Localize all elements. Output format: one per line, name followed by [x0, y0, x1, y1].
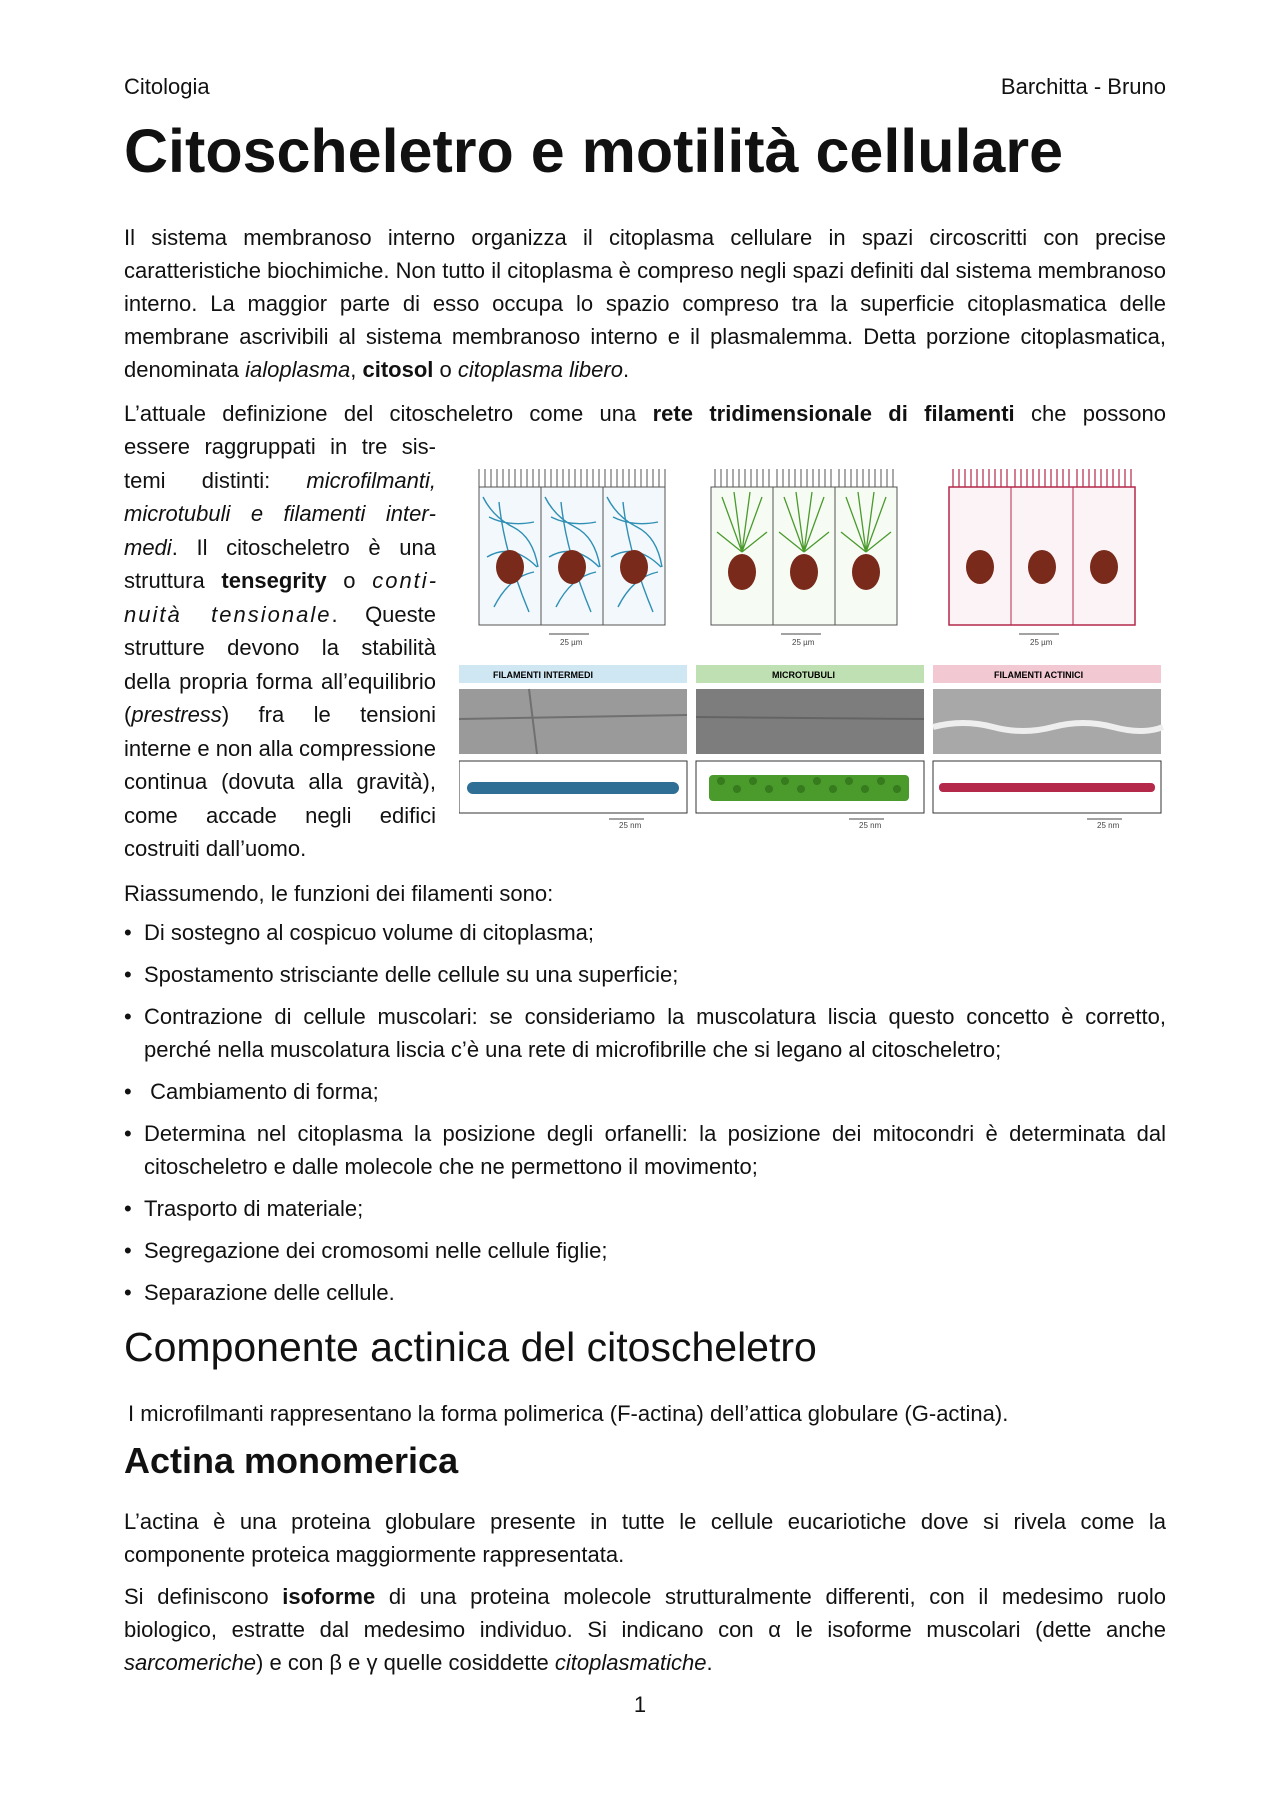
scale-label: 25 nm: [859, 821, 882, 830]
cytoskeleton-figure: [459, 457, 1166, 831]
subsection-heading: Actina monomerica: [124, 1440, 459, 1481]
term-citoplasmatiche: citoplasmatiche: [554, 1650, 707, 1675]
list-item: • Contrazione di cellule muscolari: se consideriamo la muscolatura liscia questo concetto è corretto, perché nella muscolatura liscia c’è una rete di microfibrille che si legano al citoscheletro;: [124, 1000, 1166, 1066]
definition-paragraph: [124, 397, 1166, 430]
tensegrity-paragraph: [124, 430, 436, 866]
term-isoforme: isoforme: [282, 1584, 376, 1609]
text: L’attuale definizione del citoscheletro come una: [124, 401, 653, 426]
term-ialoplasma: ialoplasma: [245, 357, 351, 382]
wrapped-text-column: [124, 430, 436, 866]
actin-paragraph: L’actina è una proteina globulare presente in tutte le cellule eucariotiche dove si rivela come la componente proteica maggiormente rappresentata.: [124, 1509, 1166, 1567]
list-item: • Segregazione dei cromosomi nelle cellule figlie;: [124, 1234, 1166, 1267]
header-authors: Barchitta - Bruno: [1000, 74, 1166, 99]
scale-label: 25 µm: [560, 638, 583, 647]
intro-paragraph: [124, 221, 1166, 386]
scale-label: 25 µm: [792, 638, 815, 647]
text: . Il citoscheletro è una struttura: [124, 534, 436, 593]
panel-actin-cells: [949, 469, 1135, 647]
text: o: [433, 357, 458, 382]
text: ) fra le tensioni interne e non alla compressione continua (dovuta alla gravità), come accade negli edifici costruiti dall’uomo.: [124, 702, 436, 861]
list-item: • Di sostegno al cospicuo volume di citoplasma;: [124, 916, 1166, 949]
text: ,: [350, 357, 363, 382]
cytoskeleton-illustration: [459, 457, 1166, 831]
text: . Queste strutture devono la stabilità della propria forma all’equilibrio (: [124, 601, 436, 727]
term-continuita: continuità tensionale: [124, 568, 437, 627]
text: di una proteina molecole strutturalmente differenti, con il medesimo ruolo biologico, estratte dal medesimo individuo. Si indicano con α le isoforme muscolari (dette anche: [124, 1584, 1167, 1642]
isoforms-paragraph: [124, 1580, 1166, 1679]
text: o: [326, 568, 373, 593]
actin-intro: I microfilmanti rappresentano la forma polimerica (F-actina) dell’attica globulare (G-actina).: [128, 1401, 1009, 1426]
text: che possono: [1014, 401, 1166, 426]
model-intermediate-filament: [467, 782, 679, 794]
scale-label: 25 nm: [619, 821, 642, 830]
list-item: • Cambiamento di forma;: [124, 1075, 1166, 1108]
text: Il sistema membranoso interno organizza il citoplasma cellulare in spazi circoscritti con precise caratteristiche biochimiche. Non tutto il citoplasma è compreso negli spazi definiti dal sistema membranoso interno. La maggior parte di esso occupa lo spazio compreso tra la superficie citoplasmatica delle membrane ascrivibili al sistema membranoso interno e il plasmalemma. Detta porzione citoplasmatica, denominata: [124, 225, 1166, 382]
page-number: 1: [633, 1692, 647, 1717]
list-item: • Separazione delle cellule.: [124, 1276, 1166, 1309]
term-sarcomeriche: sarcomeriche: [124, 1650, 257, 1675]
section-heading: Componente actinica del citoscheletro: [124, 1324, 817, 1370]
text: Si definiscono: [124, 1584, 283, 1609]
band-label-intermediate: FILAMENTI INTERMEDI: [493, 670, 593, 680]
text: .: [622, 357, 630, 382]
scale-label: 25 µm: [1030, 638, 1053, 647]
model-actin-filament: [939, 783, 1155, 792]
micrograph-intermediate: [459, 689, 687, 754]
text: ) e con β e γ quelle cosiddette: [256, 1650, 555, 1675]
band-label-microtubules: MICROTUBULI: [772, 670, 835, 680]
panel-intermediate-cells: [479, 469, 665, 647]
list-item: • Determina nel citoplasma la posizione degli orfanelli: la posizione dei mitocondri è determinata dal citoscheletro e dalle molecole che ne permettono il movimento;: [124, 1117, 1166, 1183]
summary-line: Riassumendo, le funzioni dei filamenti sono:: [124, 881, 554, 906]
functions-list: [124, 916, 1166, 1318]
term-citoplasma-libero: citoplasma libero: [457, 357, 623, 382]
term-citosol: citosol: [362, 357, 434, 382]
text: .: [706, 1650, 713, 1675]
text: essere raggruppati in tre sistemi distinti:: [124, 434, 436, 493]
page-title: Citoscheletro e motilità cellulare: [124, 117, 1064, 185]
panel-microtubule-cells: [711, 469, 897, 647]
scale-label: 25 nm: [1097, 821, 1120, 830]
term-rete: rete tridimensionale di filamenti: [652, 401, 1015, 426]
term-systems: microfilmanti, microtubuli e filamenti intermedi: [124, 467, 436, 560]
list-item: • Trasporto di materiale;: [124, 1192, 1166, 1225]
term-tensegrity: tensegrity: [221, 568, 327, 593]
header-course: Citologia: [124, 74, 210, 99]
term-prestress: prestress: [131, 702, 222, 727]
micrograph-microtubules: [696, 689, 924, 754]
list-item: • Spostamento strisciante delle cellule su una superficie;: [124, 958, 1166, 991]
band-label-actin: FILAMENTI ACTINICI: [994, 670, 1084, 680]
